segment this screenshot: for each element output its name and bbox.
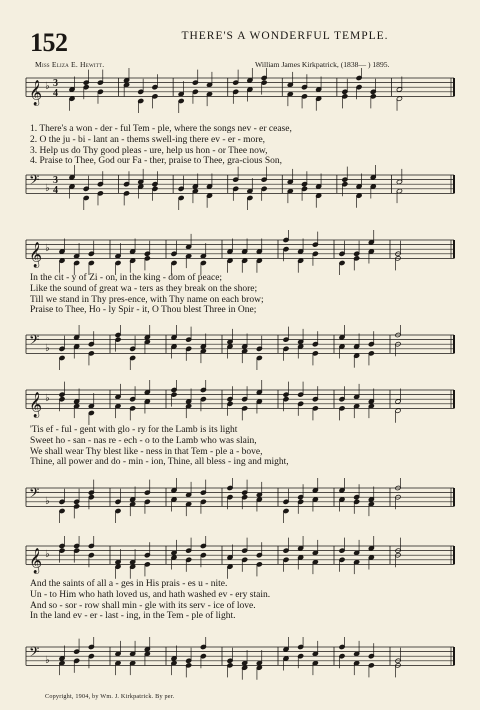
hymn-composer: William James Kirkpatrick, (1838— ) 1895.: [255, 60, 390, 69]
lyric-line: 3. Help us do Thy good pleas - ure, help us hon - or Thee now,: [30, 145, 268, 156]
svg-text:𝄞: 𝄞: [29, 548, 43, 574]
svg-text:♭: ♭: [45, 393, 50, 405]
svg-text:3: 3: [53, 78, 58, 90]
lyric-line: Like the sound of great wa - ters as they break on the shore;: [30, 283, 258, 294]
lyric-line: In the cit - y of Zi - on, in the king - dom of peace;: [30, 273, 223, 283]
lyric-line: And so - sor - row shall min - gle with its serv - ice of love.: [30, 600, 256, 611]
lyric-line: 2. O the ju - bi - lant an - thems swell-ing there ev - er - more,: [30, 134, 266, 145]
svg-text:♭: ♭: [45, 654, 50, 666]
copyright-notice: Copyright, 1904, by Wm. J. Kirkpatrick. By per.: [45, 693, 175, 700]
hymn-author: Miss Eliza E. Hewitt.: [35, 60, 105, 69]
treble-staff-1: [22, 68, 458, 118]
lyric-line: Praise to Thee, Ho - ly Spir - it, O Thou blest Three in One;: [30, 305, 257, 316]
svg-text:4: 4: [53, 184, 58, 196]
svg-text:♭: ♭: [45, 182, 50, 194]
lyric-line: And the saints of all a - ges in His prais - es u - nite.: [30, 579, 228, 589]
hymn-title: THERE'S A WONDERFUL TEMPLE.: [181, 30, 389, 42]
svg-text:𝄢: 𝄢: [29, 485, 40, 504]
svg-text:𝄞: 𝄞: [29, 242, 43, 268]
svg-text:𝄢: 𝄢: [29, 332, 40, 351]
lyric-line: We shall wear Thy blest like - ness in that Tem - ple a - bove,: [30, 446, 263, 457]
bass-staff-4: [22, 637, 458, 687]
svg-text:𝄞: 𝄞: [29, 80, 43, 106]
lyric-line: 4. Praise to Thee, God our Fa - ther, praise to Thee, gra-cious Son,: [30, 156, 283, 167]
lyrics-block-1: [30, 124, 450, 167]
hymn-number: 152: [30, 28, 68, 57]
svg-text:♭: ♭: [45, 81, 50, 93]
svg-text:4: 4: [53, 87, 58, 99]
lyrics-block-3: [30, 425, 450, 468]
bass-staff-2: [22, 325, 458, 375]
lyric-line: 1. There's a won - der - ful Tem - ple, where the songs nev - er cease,: [30, 124, 292, 134]
svg-text:𝄢: 𝄢: [29, 172, 40, 191]
lyrics-block-2: [30, 273, 450, 316]
svg-text:𝄢: 𝄢: [29, 644, 40, 663]
lyric-line: Thine, all power and do - min - ion, Thine, all bless - ing and might,: [30, 457, 289, 468]
svg-text:♭: ♭: [45, 549, 50, 561]
lyric-line: Till we stand in Thy pres-ence, with Thy name on each brow;: [30, 294, 264, 305]
svg-text:𝄞: 𝄞: [29, 392, 43, 418]
lyrics-block-4: [30, 579, 450, 622]
lyric-line: Un - to Him who hath loved us, and hath washed ev - ery stain.: [30, 589, 271, 600]
lyric-line: 'Tis ef - ful - gent with glo - ry for the Lamb is its light: [30, 425, 238, 435]
lyric-line: Sweet ho - san - nas re - ech - o to the Lamb who was slain,: [30, 435, 257, 446]
lyric-line: In the land ev - er - last - ing, in the Tem - ple of light.: [30, 611, 236, 622]
svg-text:♭: ♭: [45, 495, 50, 507]
bass-staff-3: [22, 478, 458, 528]
bass-staff-1: [22, 165, 458, 215]
svg-text:♭: ♭: [45, 342, 50, 354]
svg-text:♭: ♭: [45, 243, 50, 255]
treble-staff-3: [22, 380, 458, 430]
svg-text:3: 3: [53, 175, 58, 187]
